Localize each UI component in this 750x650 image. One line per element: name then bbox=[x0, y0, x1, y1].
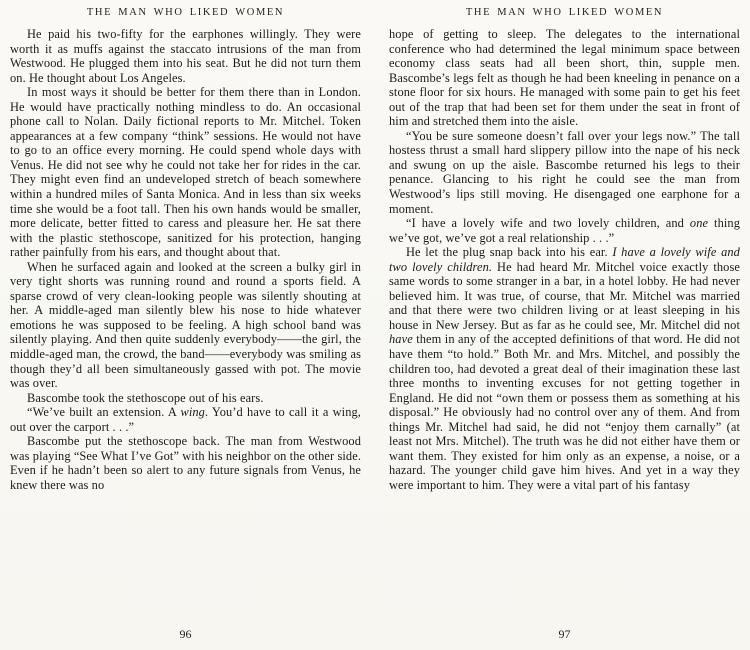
paragraph: In most ways it should be better for them there than in London. He would have practically nothing mindless to do. An occasional phone call to Nolan. Daily fictional reports to Mr. Mitchel. Token appearances at a few company “think” sessions. He would not have to go to an office every morning. He could spend whole days with Venus. He did not see why he could not take her for rides in the car. They might even find an undeveloped stretch of beach somewhere within a hundred miles of Santa Monica. And in less than six weeks time she would be a foot tall. Then his own hands would be smaller, more delicate, better fitted to caress and pleasure her. He sat there with the plastic stethoscope, sanitized for his protection, hanging rather painfully from his ears, and thought about that. bbox=[10, 85, 361, 260]
page-right bbox=[375, 0, 750, 650]
paragraph: He let the plug snap back into his ear. I have a lovely wife and two lovely children. He had heard Mr. Mitchel voice exactly those same words to some stranger in a bar, in a hotel lobby. He had never believed him. It was true, of course, that Mr. Mitchel was married and that there were two children living or at least sleeping in his house in New Jersey. But as far as he could see, Mr. Mitchel did not have them in any of the accepted definitions of that word. He did not have them “to hold.” Both Mr. and Mrs. Mitchel, and possibly the children too, had devoted a great deal of their imagination these last three months to inventing excuses for not getting together in England. He did not “own them or possess them as something at his disposal.” He obviously had no control over any of them. And from things Mr. Mitchel had said, he did not “enjoy them carnally” (at least not Mrs. Mitchel). The truth was he did not either have them or want them. They existed for him only as an expense, a noise, or a hazard. The younger child gave him hives. And yet in a way they were important to him. They were a vital part of his fantasy bbox=[389, 245, 740, 492]
page-left-body bbox=[10, 27, 361, 622]
paragraph: When he surfaced again and looked at the screen a bulky girl in very tight shorts was running round and round a sports field. A sparse crowd of very clean-looking people was silently shouting at her. A middle-aged man silently blew his nose to hide whatever emotions he was supposed to be feeling. A high school band was silently playing. And then quite suddenly everybody——the girl, the middle-aged man, the crowd, the band——everybody was smiling as though they’d all been simultaneously gassed with pot. The movie was over. bbox=[10, 259, 361, 391]
page-number-left: 96 bbox=[179, 627, 192, 641]
paragraph: “You be sure someone doesn’t fall over your legs now.” The tall hostess thrust a small hard slippery pillow into the nape of his neck and swung on up the aisle. Bascombe returned his legs to their penance. Glancing to his right he could see the man from Westwood’s lips still moving. He disengaged one earphone for a moment. bbox=[389, 128, 740, 216]
paragraph: hope of getting to sleep. The delegates to the international conference who had determined the legal minimum space between economy class seats had all been short, thin, supple men. Bascombe’s legs felt as though he had been kneeling in penance on a stone floor for six hours. He managed with some pain to get his feet out of the trap that had been set for them under the seat in front of him and stretched them into the aisle. bbox=[389, 27, 740, 129]
paragraph: He paid his two-fifty for the earphones willingly. They were worth it as muffs against the staccato intrusions of the man from Westwood. He plugged them into his seat. But he did not turn them on. He thought about Los Angeles. bbox=[10, 27, 361, 85]
paragraph: Bascombe put the stethoscope back. The man from Westwood was playing “See What I’ve Got” with his neighbor on the other side. Even if he hadn’t been so alert to any future signals from Venus, he knew there was no bbox=[10, 434, 361, 492]
paragraph: “I have a lovely wife and two lovely children, and one thing we’ve got, we’ve got a real relationship . . .” bbox=[389, 216, 740, 245]
paragraph: Bascombe took the stethoscope out of his ears. bbox=[27, 390, 264, 405]
page-number-right: 97 bbox=[558, 627, 571, 641]
page-right-body bbox=[389, 27, 740, 622]
running-header-left: THE MAN WHO LIKED WOMEN bbox=[86, 7, 285, 18]
paragraph: “We’ve built an extension. A wing. You’d have to call it a wing, out over the carport . . .” bbox=[10, 405, 361, 434]
running-header-right: THE MAN WHO LIKED WOMEN bbox=[465, 7, 664, 18]
